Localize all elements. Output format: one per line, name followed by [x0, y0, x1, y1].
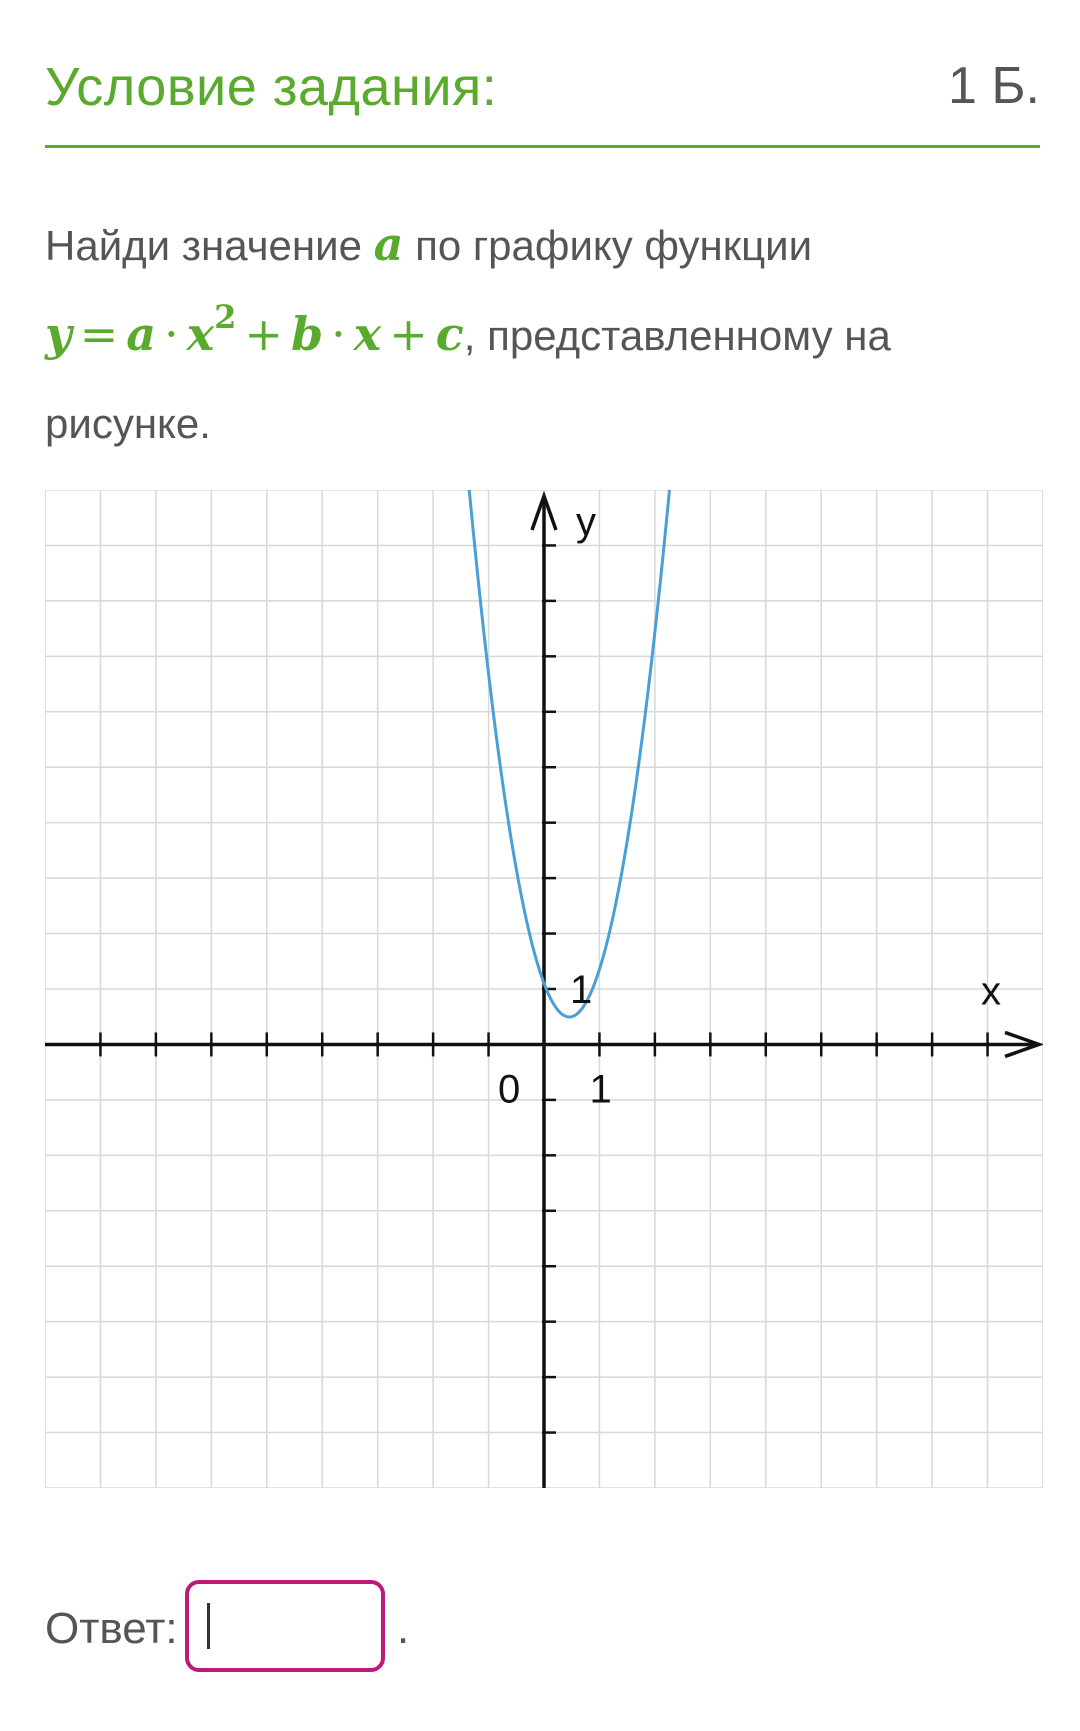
graph-svg [45, 490, 1043, 1488]
task-text-prefix: Найди значение [45, 222, 374, 269]
answer-input[interactable] [185, 1580, 385, 1672]
task-points: 1 Б. [948, 57, 1040, 115]
origin-label: 0 [498, 1067, 521, 1112]
function-graph [45, 490, 1043, 1488]
formula-b: b [290, 307, 324, 361]
formula-c: c [435, 307, 464, 361]
task-title: Условие задания: [45, 57, 498, 117]
parabola-curve [405, 490, 738, 1017]
task-text-suffix: по графику функции [403, 222, 813, 269]
task-header [45, 50, 1040, 148]
axes [45, 496, 1039, 1488]
answer-row [45, 1580, 645, 1680]
formula-y: y [45, 307, 72, 361]
task-line-1 [45, 200, 1040, 290]
formula-a: a [126, 307, 157, 361]
variable-a: a [373, 217, 404, 271]
task-statement [45, 200, 1040, 468]
formula-x: x [186, 307, 215, 361]
task-line-2-suffix: , представленному на [463, 312, 891, 359]
formula-plus: + [244, 307, 283, 361]
formula-plus: + [389, 307, 428, 361]
formula-dot: · [164, 307, 179, 361]
text-caret [207, 1603, 210, 1649]
function-formula [45, 298, 464, 361]
task-line-3: рисунке. [45, 400, 211, 447]
x-axis-label: x [981, 969, 1001, 1014]
y-axis-label: y [576, 500, 596, 544]
formula-equals: = [79, 307, 119, 361]
x-tick-label-1: 1 [589, 1067, 612, 1112]
task-line-2 [45, 290, 1040, 380]
formula-exponent: 2 [214, 298, 237, 336]
answer-label: Ответ: [45, 1604, 178, 1653]
formula-dot: · [331, 307, 346, 361]
formula-x: x [353, 307, 382, 361]
y-tick-label-1: 1 [570, 968, 593, 1012]
answer-trailing-dot: . [397, 1604, 410, 1653]
